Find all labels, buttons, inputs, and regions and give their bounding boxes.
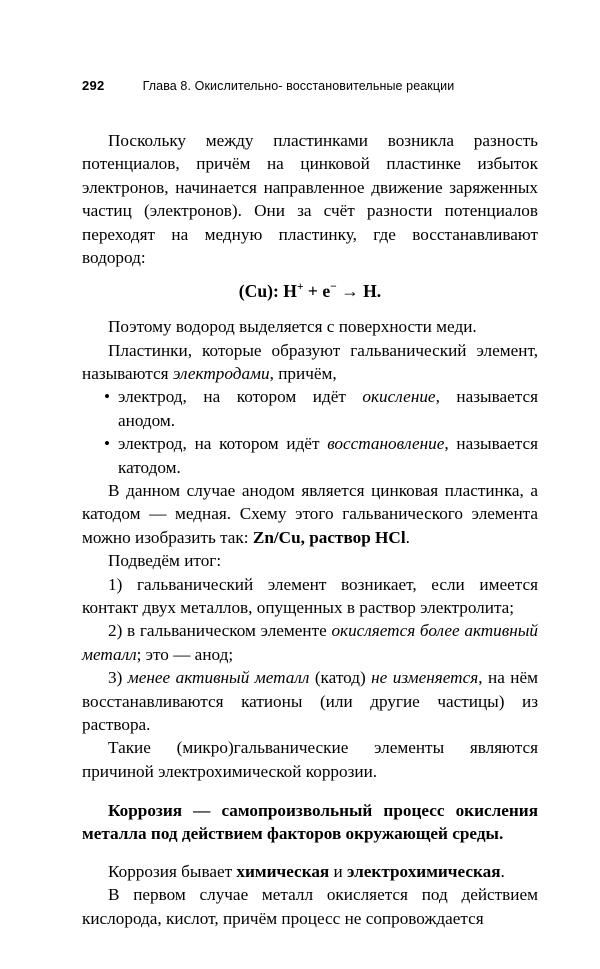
page-number: 292 <box>82 78 105 93</box>
item2-text-b: ; это — анод; <box>136 644 234 664</box>
chapter-title: Глава 8. Окислительно- восстановительные реакции <box>142 79 455 93</box>
running-head <box>82 78 538 93</box>
paragraph-microgalvanic: Такие (микро)гальванические элементы являются причиной электрохимической коррозии. <box>82 738 538 781</box>
types-text-end: . <box>500 861 505 881</box>
equation-cu-reduction <box>82 280 538 304</box>
type-electrochemical: электрохимическая <box>347 861 501 881</box>
list-item <box>82 432 538 479</box>
item3-emphasis-1: менее активный металл <box>127 668 310 688</box>
types-text-a: Коррозия бывает <box>108 861 237 881</box>
types-text-mid: и <box>329 861 348 881</box>
electrodes-term: электродами <box>172 364 270 384</box>
paragraph-electrodes <box>82 339 538 386</box>
page-body <box>82 129 538 930</box>
list-item <box>82 385 538 432</box>
bullet-1-text-a: электрод, на котором идёт <box>118 387 363 407</box>
item3-text-a: 3) <box>108 668 128 688</box>
item3-emphasis-2: не изменяется <box>371 668 479 688</box>
equation-left: (Cu): H <box>238 281 297 302</box>
equation-superscript-plus: + <box>296 281 304 294</box>
summary-item-1: 1) гальванический элемент возникает, если имеется контакт двух металлов, опущенных в раствор электролита; <box>82 574 538 617</box>
equation-plus-electron: + e <box>303 281 331 302</box>
paragraph-intro: Поскольку между пластинками возникла разность потенциалов, причём на цинковой пластинке избыток электронов, начинается направленное движение заряженных частиц (электронов). Они за счёт разности потенциалов переходят на медную пластинку, где восстанавливают водород: <box>82 131 538 267</box>
scheme-formula: Zn/Cu, раствор HCl <box>252 527 406 547</box>
definition-callout-corrosion: Коррозия — самопроизвольный процесс окисления металла под действием факторов окружающей среды. <box>82 801 538 844</box>
summary-item-2 <box>82 619 538 666</box>
bullet-2-term: восстановление <box>327 434 445 454</box>
scheme-text-a: В данном случае анодом является цинковая пластинка, а катодом — медная. Схему этого гальванического элемента можно изобразить так: <box>82 481 538 547</box>
electrode-definition-list <box>82 385 538 479</box>
bullet-1-term: окисление <box>362 387 436 407</box>
item2-text-a: 2) в гальваническом элементе <box>108 621 332 641</box>
type-chemical: химическая <box>236 861 330 881</box>
electrodes-text-a: Пластинки, которые образуют гальванический элемент, называются <box>82 340 538 384</box>
paragraph-first-case: В первом случае металл окисляется под действием кислорода, кислот, причём процесс не сопровождается <box>82 885 538 928</box>
scheme-text-b: . <box>405 527 410 547</box>
summary-item-3 <box>82 666 538 736</box>
paragraph-galvanic-scheme <box>82 479 538 549</box>
bullet-2-text-a: электрод, на котором идёт <box>118 434 328 454</box>
paragraph-summary-lead: Подведём итог: <box>108 551 222 571</box>
item2-emphasis: окисляется более активный металл <box>82 621 538 664</box>
item3-text-b: , на нём восстанавливаются катионы (или другие частицы) из раствора. <box>82 668 538 734</box>
electrodes-text-b: , причём, <box>269 364 337 384</box>
equation-superscript-minus: − <box>330 281 337 294</box>
equation-arrow-product: → H. <box>336 281 382 302</box>
paragraph-hydrogen: Поэтому водород выделяется с поверхности меди. <box>108 317 477 337</box>
bullet-2-text-b: , называется катодом. <box>118 434 538 477</box>
paragraph-corrosion-types <box>82 860 538 883</box>
item3-text-mid: (катод) <box>309 668 372 688</box>
bullet-1-text-b: , называется анодом. <box>118 387 538 430</box>
